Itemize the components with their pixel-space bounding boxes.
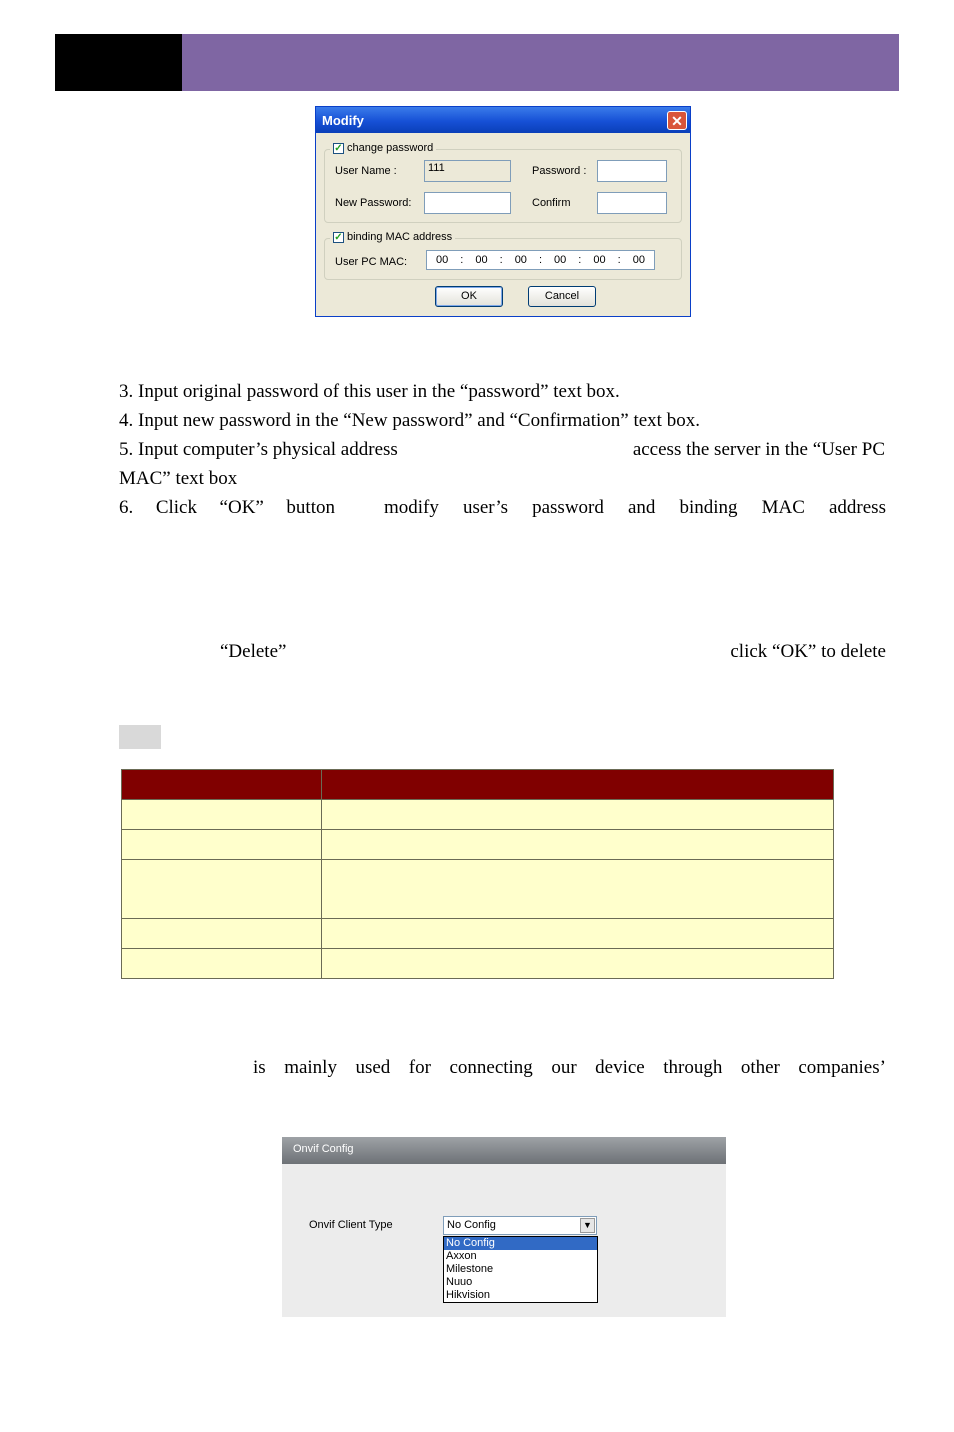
user-pc-mac-label: User PC MAC: bbox=[335, 256, 408, 268]
binding-mac-label: binding MAC address bbox=[347, 231, 453, 243]
word: connecting bbox=[449, 1057, 533, 1078]
step-5-text-line2: MAC” text box bbox=[119, 468, 238, 489]
step-3-text: 3. Input original password of this user in the “password” text box. bbox=[119, 381, 620, 402]
modify-dialog bbox=[315, 106, 691, 317]
mac-octet: 00 bbox=[475, 254, 488, 266]
onvif-client-type-dropdown bbox=[443, 1236, 598, 1303]
mac-separator: : bbox=[538, 254, 543, 266]
table-cell bbox=[122, 800, 322, 830]
table-cell bbox=[322, 860, 834, 919]
new-password-label: New Password: bbox=[335, 197, 412, 209]
table-cell bbox=[122, 860, 322, 919]
delete-text-left: “Delete” bbox=[220, 641, 287, 662]
table-row bbox=[122, 800, 834, 830]
close-icon[interactable]: ✕ bbox=[667, 111, 687, 130]
table-row bbox=[122, 919, 834, 949]
table-row bbox=[122, 949, 834, 979]
word: address bbox=[828, 497, 886, 518]
mac-separator: : bbox=[499, 254, 503, 266]
table-cell bbox=[122, 830, 322, 860]
step-5-text-part2: access the server in the “User PC bbox=[632, 439, 885, 460]
table-cell bbox=[322, 949, 834, 979]
onvif-config-title: Onvif Config bbox=[282, 1137, 726, 1164]
mac-octet: 00 bbox=[554, 254, 567, 266]
onvif-client-type-label: Onvif Client Type bbox=[309, 1219, 393, 1231]
step-6-text-left bbox=[119, 496, 335, 520]
mac-address-field[interactable] bbox=[426, 250, 655, 270]
word: our bbox=[551, 1057, 577, 1078]
table-row bbox=[122, 860, 834, 919]
new-password-field[interactable] bbox=[424, 192, 511, 214]
word: device bbox=[595, 1057, 645, 1078]
dropdown-option-axxon[interactable]: Axxon bbox=[446, 1250, 477, 1262]
word: “OK” bbox=[219, 497, 264, 518]
binding-mac-legend bbox=[330, 231, 455, 243]
word: MAC bbox=[761, 497, 805, 518]
mac-octet: 00 bbox=[514, 254, 527, 266]
delete-text-right: click “OK” to delete bbox=[730, 641, 886, 662]
onvif-client-type-value: No Config bbox=[447, 1219, 496, 1231]
mac-separator: : bbox=[578, 254, 582, 266]
table-cell bbox=[322, 830, 834, 860]
word: other bbox=[740, 1057, 780, 1078]
dropdown-option-milestone[interactable]: Milestone bbox=[446, 1263, 494, 1275]
word: 6. bbox=[119, 497, 134, 518]
table-header-cell bbox=[122, 770, 322, 800]
mac-octet: 00 bbox=[593, 254, 606, 266]
confirm-label: Confirm bbox=[532, 197, 571, 209]
table-cell bbox=[322, 800, 834, 830]
table-cell bbox=[122, 949, 322, 979]
dropdown-option-hikvision[interactable]: Hikvision bbox=[446, 1289, 491, 1301]
binding-mac-checkbox[interactable]: ✓ bbox=[334, 231, 343, 243]
onvif-intro-text bbox=[253, 1056, 886, 1080]
word: mainly bbox=[284, 1057, 337, 1078]
table-header-cell bbox=[322, 770, 834, 800]
ok-button[interactable]: OK bbox=[435, 286, 503, 307]
word: companies’ bbox=[798, 1057, 886, 1078]
mac-octet: 00 bbox=[436, 254, 449, 266]
change-password-label: change password bbox=[347, 142, 434, 154]
confirm-field[interactable] bbox=[597, 192, 667, 214]
user-name-field[interactable]: 111 bbox=[424, 160, 511, 182]
gray-label-block bbox=[119, 725, 161, 749]
mac-separator: : bbox=[460, 254, 464, 266]
mac-octet: 00 bbox=[632, 254, 645, 266]
word: password bbox=[532, 497, 604, 518]
step-5-text-part1: 5. Input computer’s physical address bbox=[119, 439, 398, 460]
table-cell bbox=[122, 919, 322, 949]
change-password-legend bbox=[330, 142, 436, 154]
onvif-client-type-select[interactable] bbox=[443, 1216, 597, 1235]
password-field[interactable] bbox=[597, 160, 667, 182]
user-name-label: User Name : bbox=[335, 165, 397, 177]
table-cell bbox=[322, 919, 834, 949]
table-row bbox=[122, 830, 834, 860]
password-label: Password : bbox=[532, 165, 587, 177]
word: for bbox=[408, 1057, 431, 1078]
dropdown-option-nuuo[interactable]: Nuuo bbox=[446, 1276, 473, 1288]
dialog-title: Modify bbox=[316, 107, 690, 133]
mac-separator: : bbox=[617, 254, 621, 266]
step-6-text-right bbox=[384, 496, 886, 520]
word: user’s bbox=[462, 497, 509, 518]
header-purple-bar bbox=[182, 34, 899, 91]
word: binding bbox=[679, 497, 738, 518]
word: is bbox=[253, 1057, 266, 1078]
word: through bbox=[663, 1057, 723, 1078]
dropdown-option-no-config[interactable]: No Config bbox=[444, 1237, 597, 1250]
onvif-config-panel bbox=[282, 1137, 726, 1317]
word: modify bbox=[384, 497, 439, 518]
word: Click bbox=[155, 497, 197, 518]
chevron-down-icon[interactable]: ▼ bbox=[580, 1218, 595, 1233]
table-header-row bbox=[122, 770, 834, 800]
step-4-text: 4. Input new password in the “New password” and “Confirmation” text box. bbox=[119, 410, 700, 431]
word: and bbox=[627, 497, 656, 518]
header-black-block bbox=[55, 34, 182, 91]
change-password-checkbox[interactable]: ✓ bbox=[334, 142, 343, 154]
info-table bbox=[121, 769, 834, 979]
cancel-button[interactable]: Cancel bbox=[528, 286, 596, 307]
word: used bbox=[355, 1057, 391, 1078]
word: button bbox=[286, 497, 335, 518]
